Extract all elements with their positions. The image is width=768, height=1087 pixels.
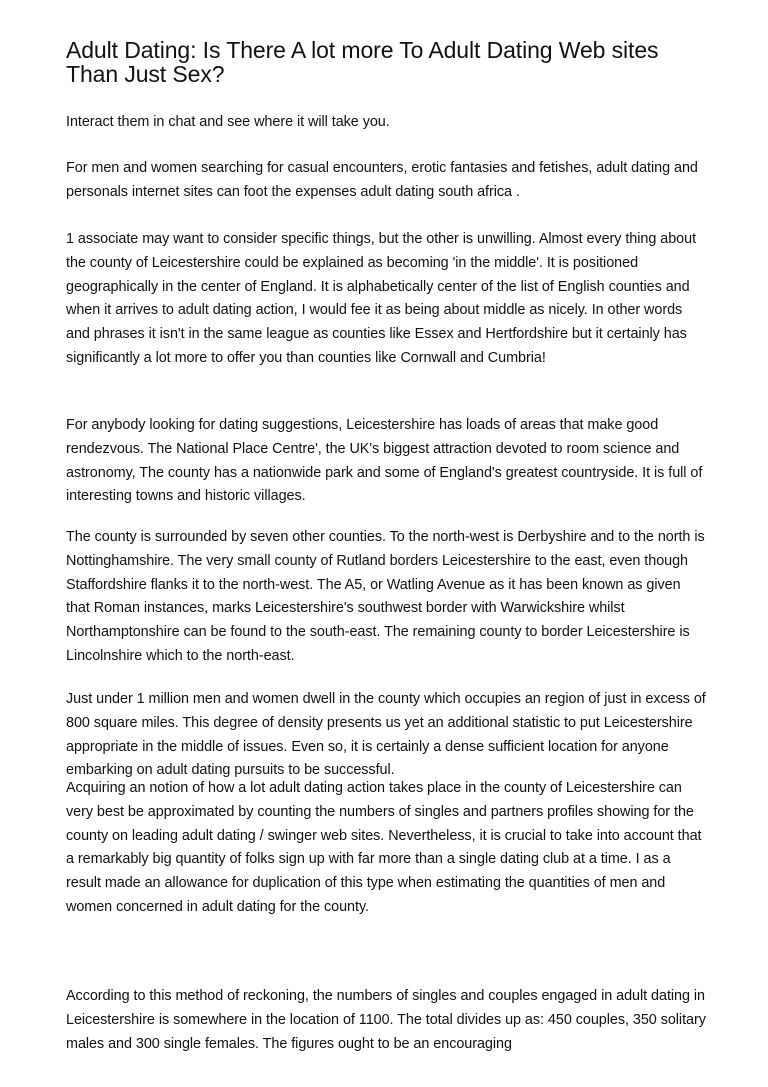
paragraph-5: The county is surrounded by seven other counties. To the north-west is Derbyshire and to the north is Nottinghamshire. The very small county of Rutland borders Leicestershire to the east, even though Staffordshire flanks it to the north-west. The A5, or Watling Avenue as it has been known as given that Roman instances, marks Leicestershire's southwest border with Warwickshire whilst Northamptonshire can be found to the south-east. The remaining county to border Leicestershire is Lincolnshire which to the north-east.: [66, 529, 705, 664]
paragraph-8: According to this method of reckoning, the numbers of singles and couples engaged in adult dating in Leicestershire is somewhere in the location of 1100. The total divides up as: 450 couples, 350 solitary males and 300 single females. The figures ought to be an encouraging: [66, 988, 706, 1052]
page-title: Adult Dating: Is There A lot more To Adult Dating Web sites Than Just Sex?: [66, 37, 659, 87]
paragraph-1: Interact them in chat and see where it will take you.: [66, 114, 390, 130]
paragraph-4: For anybody looking for dating suggestions, Leicestershire has loads of areas that make good rendezvous. The National Place Centre', the UK's biggest attraction devoted to room science and astronomy, The county has a nationwide park and some of England's greatest countryside. It is full of interesting towns and historic villages.: [66, 417, 703, 505]
paragraph-3: 1 associate may want to consider specific things, but the other is unwilling. Almost every thing about the county of Leicestershire could be explained as becoming 'in the middle'. It is positioned geographically in the center of England. It is alphabetically center of the list of English counties and when it arrives to adult dating action, I would fee it as being about middle as nicely. In other words and phrases it isn't in the same league as counties like Essex and Hertfordshire but it certainly has significantly a lot more to offer you than counties like Cornwall and Cumbria!: [66, 231, 697, 366]
paragraph-6: Just under 1 million men and women dwell in the county which occupies an region of just in excess of 800 square miles. This degree of density presents us yet an additional statistic to put Leicestershire appropriate in the middle of issues. Even so, it is certainly a dense sufficient location for anyone embarking on adult dating pursuits to be successful.: [66, 691, 706, 779]
paragraph-7: Acquiring an notion of how a lot adult dating action takes place in the county of Leicestershire can very best be approximated by counting the numbers of singles and partners profiles showing for the county on leading adult dating / swinger web sites. Nevertheless, it is crucial to take into account that a remarkably big quantity of folks sign up with far more than a single dating club at a time. I as a result made an allowance for duplication of this type when estimating the quantities of men and women concerned in adult dating for the county.: [66, 780, 702, 915]
paragraph-2: For men and women searching for casual encounters, erotic fantasies and fetishes, adult dating and personals internet sites can foot the expenses adult dating south africa .: [66, 160, 698, 200]
document-page: [66, 37, 706, 1052]
